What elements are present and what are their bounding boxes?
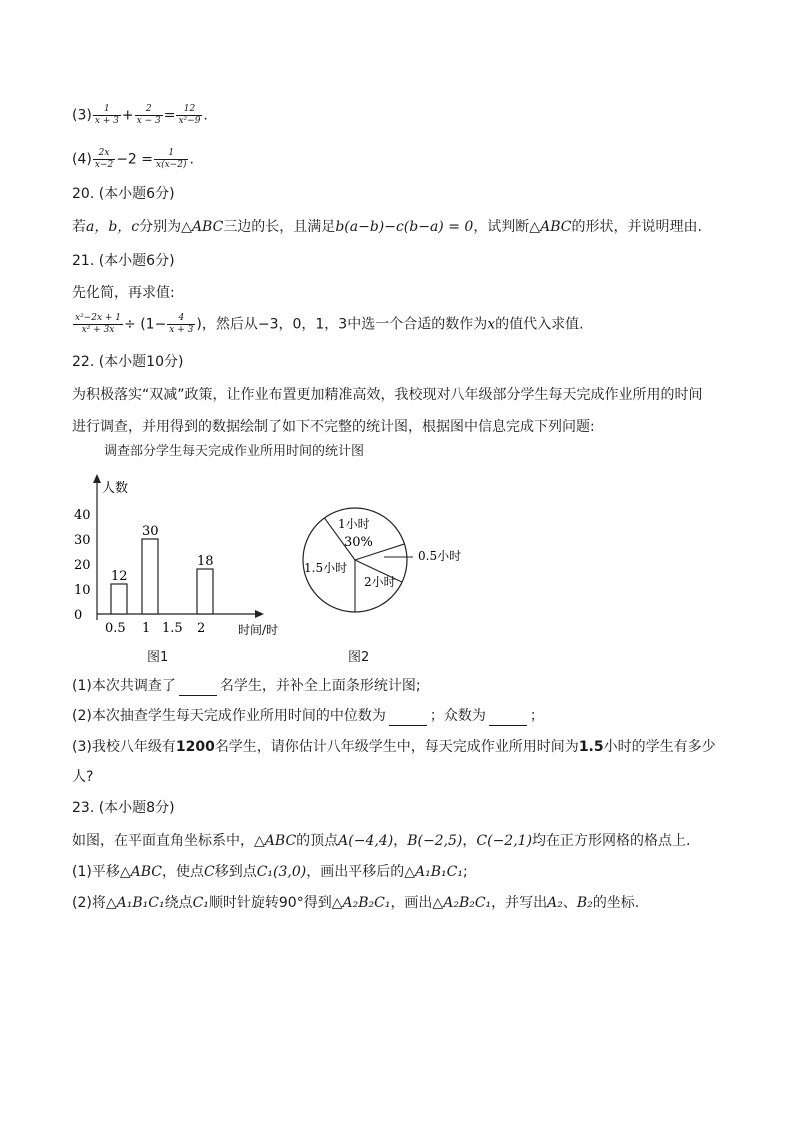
q22-para2: 进行调查，并用得到的数据绘制了如下不完整的统计图，根据图中信息完成下列问题: (72, 419, 595, 435)
q22-sub3-cont: 人? (72, 769, 94, 785)
q21-expression: $\frac{\text{x²−2x + 1}}{\text{x² + 3x}}$ ÷ (1− $\frac{4}{x + 3}$ )，然后从−3，0，1，3中选一个合适的数作为x的值代入求值. (75, 313, 584, 335)
q22-para1: 为积极落实“双减”政策，让作业布置更加精准高效，我校现对八年级部分学生每天完成作业所用的时间 (72, 387, 703, 403)
answer-blank (389, 711, 427, 726)
fig2-label: 图2 (348, 650, 370, 665)
q21-header: 21. (本小题6分) (72, 253, 175, 269)
pie-label-2h: 2小时 (364, 575, 396, 589)
figure-title: 调查部分学生每天完成作业所用时间的统计图 (104, 444, 365, 459)
bar (111, 584, 127, 614)
answer-blank (489, 711, 527, 726)
fraction: $\frac{\text{x²−2x + 1}}{\text{x² + 3x}}$ (75, 313, 122, 335)
y-axis-label: 人数 (102, 481, 129, 496)
pie-label-0-5h: 0.5小时 (418, 549, 462, 563)
pie-label-1h: 1小时 (338, 517, 370, 531)
q20-body: 若a，b，c分别为△ABC三边的长，且满足b(a−b)−c(b−a) = 0，试判断△ABC的形状，并说明理由. (72, 219, 702, 235)
q23-line3: (2)将△A₁B₁C₁绕点C₁顺时针旋转90°得到△A₂B₂C₁，画出△A₂B₂C₁，并写出A₂、B₂的坐标. (72, 895, 640, 911)
x-tick-label: 1.5 (162, 621, 183, 636)
y-tick-label: 40 (74, 508, 91, 523)
q19-part4: (4) $\frac{2x}{x-2}$ −2 = $\frac{1}{x(x-2)}$ . (72, 148, 194, 170)
y-axis-arrow (93, 474, 101, 483)
bar-data-label: 18 (197, 554, 214, 569)
fig1-label: 图1 (147, 650, 169, 665)
q22-header: 22. (本小题10分) (72, 354, 184, 370)
q23-header: 23. (本小题8分) (72, 800, 175, 816)
q22-sub1: (1)本次共调查了 名学生，并补全上面条形统计图; (72, 678, 421, 694)
q23-line2: (1)平移△ABC，使点C移到点C₁(3,0)，画出平移后的△A₁B₁C₁; (72, 864, 468, 880)
q22-sub2: (2)本次抽查学生每天完成作业所用时间的中位数为 ；众数为 ； (72, 708, 544, 724)
y-tick-label: 20 (74, 558, 91, 573)
y-tick-label: 10 (74, 583, 91, 598)
y-tick-label: 0 (74, 608, 83, 623)
q22-sub3: (3)我校八年级有1200名学生，请你估计八年级学生中，每天完成作业所用时间为1.5小时的学生有多少 (72, 739, 716, 755)
bar-data-label: 30 (142, 524, 159, 539)
q23-line1: 如图，在平面直角坐标系中，△ABC的顶点A(−4,4)，B(−2,5)，C(−2,1)均在正方形网格的格点上. (72, 833, 691, 849)
fraction: $\frac{4}{x + 3}$ (169, 313, 194, 335)
bar-data-label: 12 (111, 569, 128, 584)
pie-chart (298, 504, 498, 624)
bar (197, 569, 213, 614)
fraction: $\frac{2x}{x-2}$ (94, 148, 114, 170)
q21-intro: 先化简，再求值: (72, 285, 175, 301)
x-tick-label: 1 (142, 621, 151, 636)
bar-chart (62, 472, 282, 642)
q20-header: 20. (本小题6分) (72, 186, 175, 202)
bar (142, 539, 158, 614)
fraction: $\frac{12}{\text{x²−9}}$ (178, 104, 201, 126)
q19-part3: (3) $\frac{1}{x + 3}$ + $\frac{2}{x - 3}$ = $\frac{12}{\text{x²−9}}$ . (72, 104, 208, 126)
pie-label-30pct: 30% (344, 535, 373, 550)
fraction: $\frac{1}{x(x-2)}$ (156, 148, 187, 170)
fraction: $\frac{2}{x - 3}$ (136, 104, 161, 126)
x-tick-label: 0.5 (105, 621, 126, 636)
fraction: $\frac{1}{x + 3}$ (94, 104, 119, 126)
x-axis-arrow (255, 610, 264, 618)
answer-blank (179, 681, 217, 696)
pie-label-1-5h: 1.5小时 (304, 561, 348, 575)
y-tick-label: 30 (74, 533, 91, 548)
x-axis-label: 时间/时 (238, 623, 279, 637)
x-tick-label: 2 (197, 621, 206, 636)
